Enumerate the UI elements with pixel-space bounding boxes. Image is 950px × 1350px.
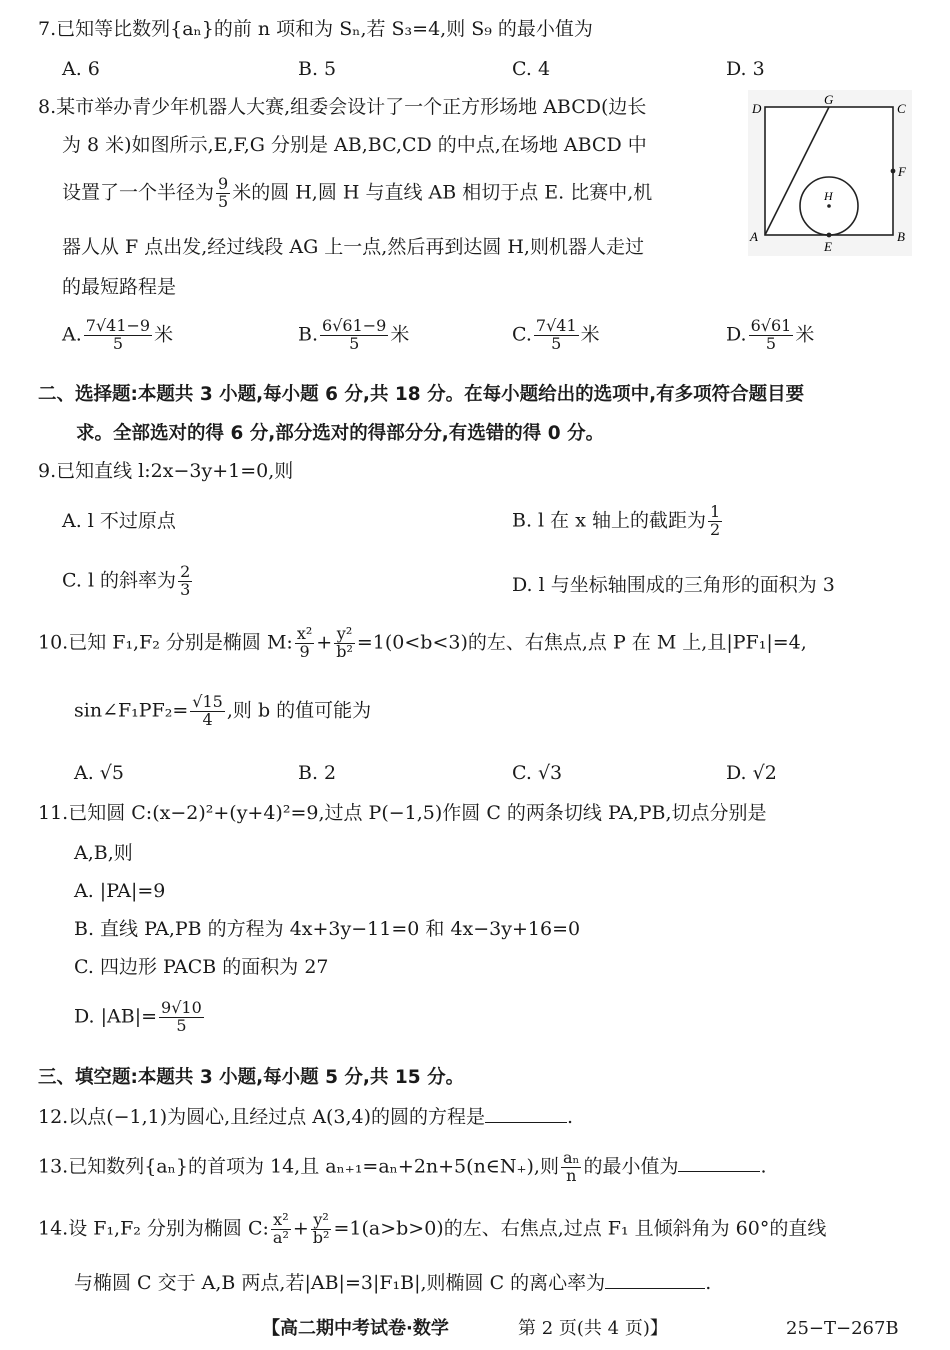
q14-fraction-y-den: b² bbox=[312, 1227, 330, 1247]
square-abcd bbox=[765, 107, 893, 235]
q8-option-a-num: 7√41−9 bbox=[85, 316, 151, 335]
q9-option-b-den: 2 bbox=[709, 519, 721, 539]
q8-option-d-label: D. bbox=[726, 323, 747, 346]
q11-option-a: A. |PA|=9 bbox=[74, 880, 166, 902]
q8-option-a-label: A. bbox=[62, 323, 82, 346]
q10-fraction-x-num: x² bbox=[296, 624, 313, 643]
label-d: D bbox=[752, 101, 762, 116]
q8-square-field-figure bbox=[748, 90, 912, 256]
label-a: A bbox=[750, 229, 758, 244]
q10-fraction-y-num: y² bbox=[336, 624, 353, 643]
q11-option-c: C. 四边形 PACB 的面积为 27 bbox=[74, 956, 329, 978]
q10-fraction-y bbox=[334, 626, 355, 661]
q12-answer-blank[interactable] bbox=[485, 1104, 567, 1123]
q9-option-c-den: 3 bbox=[180, 579, 191, 599]
q14-fraction-y bbox=[311, 1212, 332, 1247]
q12-text: 12.以点(−1,1)为圆心,且经过点 A(3,4)的圆的方程是 bbox=[38, 1106, 486, 1128]
q14-part-2: =1(a>b>0)的左、右焦点,过点 F₁ 且倾斜角为 60°的直线 bbox=[333, 1217, 827, 1240]
section-2-heading-line-1: 二、选择题:本题共 3 小题,每小题 6 分,共 18 分。在每小题给出的选项中,有多项符合题目要 bbox=[38, 384, 805, 405]
q11-line-1: 11.已知圆 C:(x−2)²+(y+4)²=9,过点 P(−1,5)作圆 C 的两条切线 PA,PB,切点分别是 bbox=[38, 802, 767, 824]
q8-line-1: 8.某市举办青少年机器人大赛,组委会设计了一个正方形场地 ABCD(边长 bbox=[38, 96, 647, 118]
footer-title-text: 【高二期中考试卷·数学 bbox=[262, 1318, 449, 1339]
q8-option-c-label: C. bbox=[512, 323, 532, 346]
q10-part-2: =1(0<b<3)的左、右焦点,点 P 在 M 上,且|PF₁|=4, bbox=[356, 631, 807, 654]
q10-line-2-prefix: sin∠F₁PF₂= bbox=[74, 699, 189, 722]
footer-page-number: 第 2 页(共 4 页)】 bbox=[518, 1318, 668, 1339]
q11-option-b: B. 直线 PA,PB 的方程为 4x+3y−11=0 和 4x−3y+16=0 bbox=[74, 918, 581, 940]
q13-fraction-num: aₙ bbox=[562, 1148, 580, 1167]
q8-option-a bbox=[62, 318, 173, 353]
label-h: H bbox=[824, 189, 833, 203]
q8-option-d-fraction bbox=[749, 318, 794, 353]
q14-fraction-x-num: x² bbox=[273, 1210, 289, 1229]
q10-sin-den: 4 bbox=[190, 711, 225, 729]
q7-option-c: C. 4 bbox=[512, 58, 551, 80]
q8-option-d-num: 6√61 bbox=[750, 316, 792, 335]
q8-line-5: 的最短路程是 bbox=[62, 276, 177, 298]
q13-fraction-den: n bbox=[561, 1167, 581, 1185]
q10-plus: + bbox=[316, 631, 333, 654]
q8-option-c-fraction bbox=[534, 318, 579, 353]
q10-fraction-x-den: 9 bbox=[295, 643, 314, 661]
q8-radius-fraction bbox=[216, 176, 230, 211]
q11-option-d-text: D. |AB|= bbox=[74, 1005, 158, 1028]
q14-fraction-x bbox=[271, 1212, 291, 1247]
q12-end: . bbox=[567, 1106, 574, 1128]
q8-option-c bbox=[512, 318, 600, 353]
q9-option-b-text: B. l 在 x 轴上的截距为 bbox=[512, 509, 706, 532]
q11-line-2: A,B,则 bbox=[74, 842, 133, 864]
q8-line-3 bbox=[62, 176, 652, 211]
q8-option-a-unit: 米 bbox=[154, 323, 174, 346]
q8-option-a-den: 5 bbox=[84, 335, 152, 353]
q10-option-b: B. 2 bbox=[298, 762, 337, 784]
q13-suffix: 的最小值为 bbox=[583, 1155, 679, 1178]
q8-option-b-label: B. bbox=[298, 323, 319, 346]
point-e-dot bbox=[827, 233, 832, 238]
q14-line-1 bbox=[38, 1212, 826, 1247]
q13-fraction bbox=[561, 1150, 581, 1185]
q7-option-d: D. 3 bbox=[726, 58, 765, 80]
q10-option-d: D. √2 bbox=[726, 762, 777, 784]
q7-option-a: A. 6 bbox=[62, 58, 100, 80]
q12-line bbox=[38, 1104, 573, 1130]
q8-line-4: 器人从 F 点出发,经过线段 AG 上一点,然后再到达圆 H,则机器人走过 bbox=[62, 236, 644, 258]
footer-exam-code: 25−T−267B bbox=[786, 1318, 899, 1339]
q10-sin-fraction bbox=[190, 694, 225, 729]
q8-option-b-den: 5 bbox=[320, 335, 388, 353]
q14-fraction-y-num: y² bbox=[313, 1210, 329, 1229]
q8-option-d bbox=[726, 318, 814, 353]
q8-line-3-rest: 米的圆 H,圆 H 与直线 AB 相切于点 E. 比赛中,机 bbox=[232, 181, 653, 204]
q8-option-b-fraction bbox=[320, 318, 388, 353]
footer-title bbox=[262, 1318, 449, 1341]
q13-answer-blank[interactable] bbox=[678, 1153, 760, 1172]
q8-option-c-den: 5 bbox=[534, 335, 579, 353]
q10-fraction-y-den: b² bbox=[336, 641, 353, 661]
q8-line-2: 为 8 米)如图所示,E,F,G 分别是 AB,BC,CD 的中点,在场地 ABCD 中 bbox=[62, 134, 647, 156]
point-f-dot bbox=[891, 169, 896, 174]
q8-option-c-num: 7√41 bbox=[535, 316, 577, 335]
q14-plus: + bbox=[292, 1217, 309, 1240]
label-e: E bbox=[824, 239, 832, 254]
q9-option-c-text: C. l 的斜率为 bbox=[62, 569, 177, 592]
q14-part-1: 14.设 F₁,F₂ 分别为椭圆 C: bbox=[38, 1217, 269, 1240]
q8-radius-den: 5 bbox=[218, 191, 229, 211]
q13-end: . bbox=[760, 1155, 767, 1178]
center-h-dot bbox=[827, 204, 831, 208]
q9-option-a: A. l 不过原点 bbox=[62, 510, 176, 532]
q10-part-1: 10.已知 F₁,F₂ 分别是椭圆 M: bbox=[38, 631, 293, 654]
q7-option-b: B. 5 bbox=[298, 58, 337, 80]
q9-option-c-num: 2 bbox=[180, 562, 191, 581]
q9-option-c-fraction bbox=[178, 564, 192, 599]
label-f: F bbox=[898, 164, 906, 179]
q8-option-d-den: 5 bbox=[749, 335, 794, 353]
label-g: G bbox=[824, 92, 834, 107]
q13-line bbox=[38, 1150, 767, 1185]
label-b: B bbox=[897, 229, 905, 244]
q13-text: 13.已知数列{aₙ}的首项为 14,且 aₙ₊₁=aₙ+2n+5(n∈N₊),则 bbox=[38, 1155, 559, 1178]
q8-option-b-unit: 米 bbox=[390, 323, 410, 346]
q14-answer-blank[interactable] bbox=[605, 1270, 705, 1289]
q11-option-d-num: 9√10 bbox=[161, 998, 202, 1017]
q8-option-c-unit: 米 bbox=[580, 323, 600, 346]
q9-option-c bbox=[62, 564, 194, 599]
section-2-heading-line-2: 求。全部选对的得 6 分,部分选对的得部分分,有选错的得 0 分。 bbox=[76, 423, 605, 444]
q9-option-b-num: 1 bbox=[709, 502, 721, 521]
q8-line-3-prefix: 设置了一个半径为 bbox=[62, 181, 215, 204]
q10-fraction-x bbox=[295, 626, 314, 661]
q9-option-b-fraction bbox=[708, 504, 722, 539]
q11-option-d-den: 5 bbox=[159, 1017, 204, 1035]
q10-line-2-suffix: ,则 b 的值可能为 bbox=[226, 699, 372, 722]
section-3-heading: 三、填空题:本题共 3 小题,每小题 5 分,共 15 分。 bbox=[38, 1067, 465, 1088]
q10-sin-num: √15 bbox=[192, 692, 223, 711]
q9-option-d: D. l 与坐标轴围成的三角形的面积为 3 bbox=[512, 574, 835, 596]
q8-option-b-num: 6√61−9 bbox=[322, 316, 387, 335]
q11-option-d bbox=[74, 1000, 206, 1035]
q8-option-b bbox=[298, 318, 409, 353]
q8-option-d-unit: 米 bbox=[795, 323, 815, 346]
q10-line-2 bbox=[74, 694, 371, 729]
q9-stem: 9.已知直线 l:2x−3y+1=0,则 bbox=[38, 460, 294, 482]
q10-option-c: C. √3 bbox=[512, 762, 563, 784]
q8-radius-num: 9 bbox=[218, 174, 229, 193]
q10-line-1 bbox=[38, 626, 807, 661]
q7-stem: 7.已知等比数列{aₙ}的前 n 项和为 Sₙ,若 S₃=4,则 S₉ 的最小值为 bbox=[38, 18, 593, 40]
q14-fraction-x-den: a² bbox=[272, 1227, 289, 1247]
q14-line-2 bbox=[74, 1270, 711, 1296]
q14-line-2-text: 与椭圆 C 交于 A,B 两点,若|AB|=3|F₁B|,则椭圆 C 的离心率为 bbox=[74, 1272, 606, 1294]
q8-option-a-fraction bbox=[84, 318, 152, 353]
q10-option-a: A. √5 bbox=[74, 762, 124, 784]
q14-end: . bbox=[705, 1272, 712, 1294]
label-c: C bbox=[897, 101, 906, 116]
q9-option-b bbox=[512, 504, 724, 539]
q11-option-d-fraction bbox=[159, 1000, 204, 1035]
